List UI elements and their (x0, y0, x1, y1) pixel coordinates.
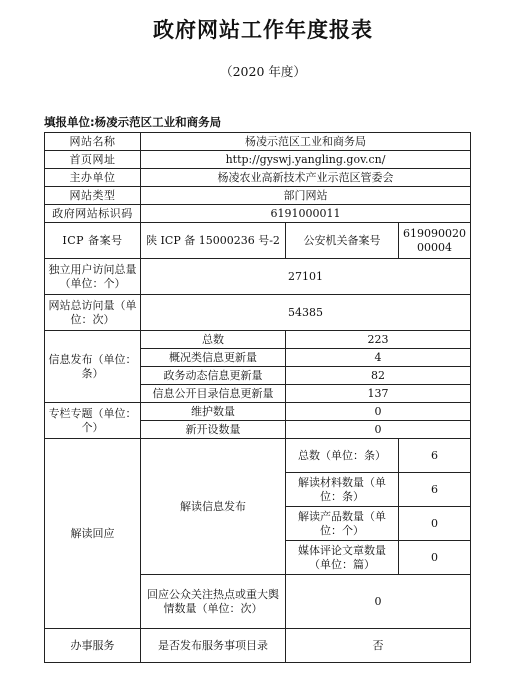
info-item-value: 223 (286, 331, 471, 349)
row-site-type (45, 187, 471, 205)
report-year: （2020 年度） (220, 64, 306, 79)
filing-unit: 填报单位:杨凌示范区工业和商务局 (44, 115, 222, 129)
police-record-value: 61909002000004 (399, 223, 471, 259)
site-id-value: 6191000011 (141, 205, 471, 223)
interp-item-value: 6 (399, 439, 471, 473)
row-service-catalog (45, 629, 471, 663)
row-info-total (45, 331, 471, 349)
row-columns-maintained (45, 403, 471, 421)
row-interp-total (45, 439, 471, 473)
interp-item-label: 解读材料数量（单位：条） (286, 473, 399, 507)
interp-response-value: 0 (286, 575, 471, 629)
interp-item-label: 总数（单位：条） (286, 439, 399, 473)
info-item-value: 137 (286, 385, 471, 403)
info-item-value: 4 (286, 349, 471, 367)
report-title: 政府网站工作年度报表 (153, 18, 373, 42)
unique-visitors-label: 独立用户访问总量（单位：个） (45, 259, 141, 295)
interpretation-publish-label: 解读信息发布 (141, 439, 286, 575)
row-site-id (45, 205, 471, 223)
info-item-label: 总数 (141, 331, 286, 349)
columns-label: 专栏专题（单位：个） (45, 403, 141, 439)
columns-item-label: 新开设数量 (141, 421, 286, 439)
row-total-visits (45, 295, 471, 331)
columns-item-value: 0 (286, 421, 471, 439)
interp-item-label: 解读产品数量（单位：个） (286, 507, 399, 541)
interp-item-value: 0 (399, 541, 471, 575)
service-catalog-label: 是否发布服务事项目录 (141, 629, 286, 663)
info-item-label: 概况类信息更新量 (141, 349, 286, 367)
site-name-label: 网站名称 (45, 133, 141, 151)
total-visits-label: 网站总访问量（单位：次） (45, 295, 141, 331)
interp-item-label: 媒体评论文章数量（单位：篇） (286, 541, 399, 575)
info-item-label: 政务动态信息更新量 (141, 367, 286, 385)
interpretation-label: 解读回应 (45, 439, 141, 629)
row-site-name (45, 133, 471, 151)
columns-item-value: 0 (286, 403, 471, 421)
info-item-label: 信息公开目录信息更新量 (141, 385, 286, 403)
columns-item-label: 维护数量 (141, 403, 286, 421)
info-item-value: 82 (286, 367, 471, 385)
interp-item-value: 0 (399, 507, 471, 541)
row-home-url (45, 151, 471, 169)
report-table (44, 132, 471, 663)
host-unit-label: 主办单位 (45, 169, 141, 187)
row-icp (45, 223, 471, 259)
host-unit-value: 杨凌农业高新技术产业示范区管委会 (141, 169, 471, 187)
site-type-value: 部门网站 (141, 187, 471, 205)
info-publish-label: 信息发布（单位：条） (45, 331, 141, 403)
site-name-value: 杨凌示范区工业和商务局 (141, 133, 471, 151)
service-catalog-value: 否 (286, 629, 471, 663)
interp-response-label: 回应公众关注热点或重大舆情数量（单位：次） (141, 575, 286, 629)
total-visits-value: 54385 (141, 295, 471, 331)
home-url-value: http://gyswj.yangling.gov.cn/ (141, 151, 471, 169)
site-id-label: 政府网站标识码 (45, 205, 141, 223)
interp-item-value: 6 (399, 473, 471, 507)
service-label: 办事服务 (45, 629, 141, 663)
icp-value: 陕 ICP 备 15000236 号-2 (141, 223, 286, 259)
row-host-unit (45, 169, 471, 187)
site-type-label: 网站类型 (45, 187, 141, 205)
home-url-label: 首页网址 (45, 151, 141, 169)
police-record-label: 公安机关备案号 (286, 223, 399, 259)
icp-label: ICP 备案号 (45, 223, 141, 259)
row-unique-visitors (45, 259, 471, 295)
unique-visitors-value: 27101 (141, 259, 471, 295)
